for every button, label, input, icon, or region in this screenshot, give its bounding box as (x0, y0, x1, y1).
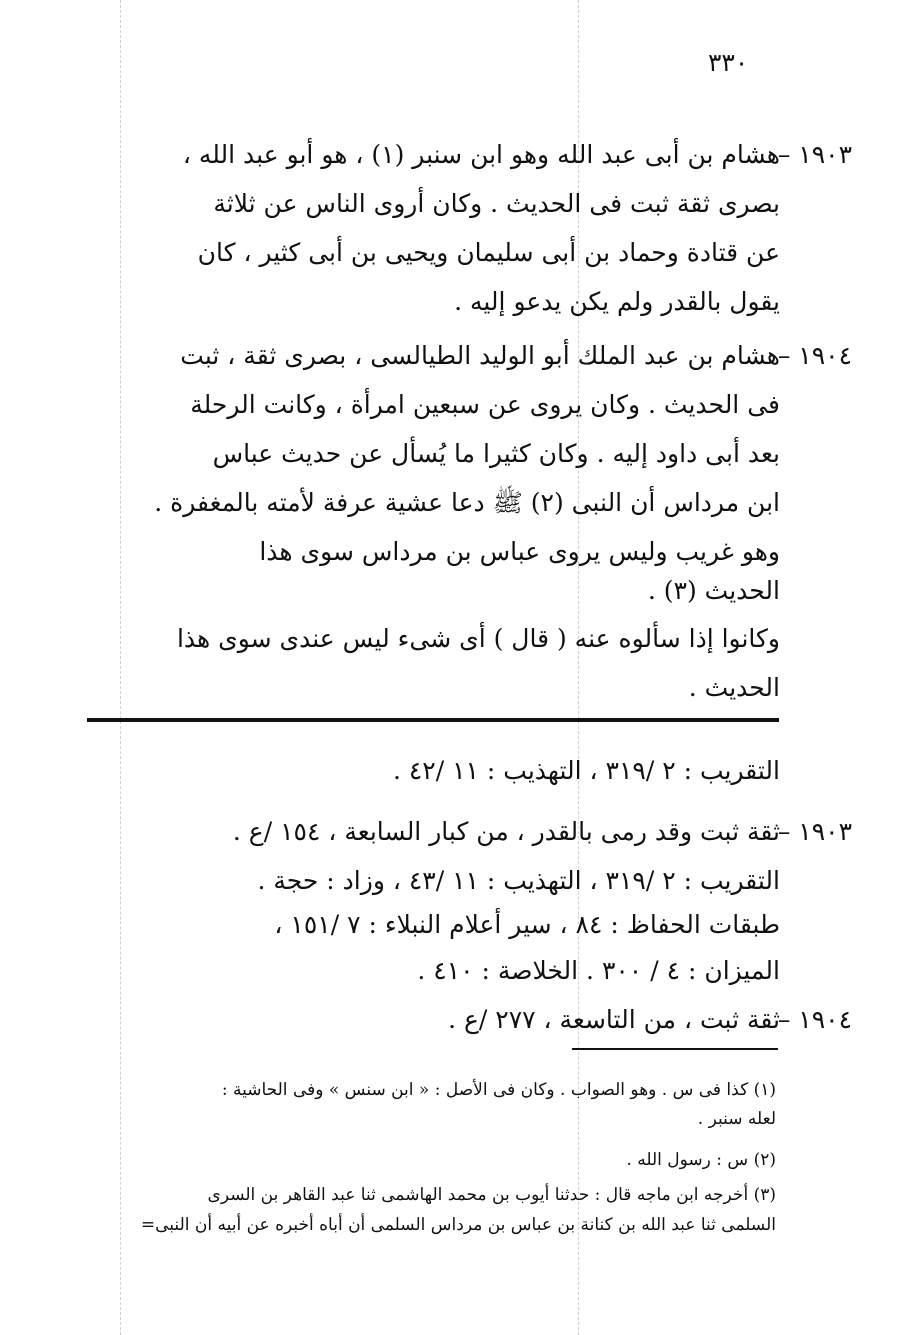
footnote-3 (80, 1179, 776, 1211)
entry-1904-line: الحديث (٣) . (647, 576, 780, 605)
footnote-1 (80, 1074, 776, 1106)
note-1903-line: الميزان : ٤ / ٣٠٠ . الخلاصة : ٤١٠ . (417, 956, 780, 985)
page-number: ٣٣٠ (708, 48, 749, 77)
footnote-text: لعله سنبر . (697, 1109, 776, 1129)
entry-1904-line: ابن مرداس أن النبى (٢) ﷺ دعا عشية عرفة لأمته بالمغفرة . (154, 488, 780, 517)
entry-1903-line: بصرى ثقة ثبت فى الحديث . وكان أروى الناس عن ثلاثة (213, 189, 780, 218)
footnote-2 (80, 1144, 776, 1176)
footnote-1-continued (80, 1103, 776, 1135)
entry-1904-line: وهو غريب وليس يروى عباس بن مرداس سوى هذا (259, 537, 780, 566)
notes-intro-line: التقريب : ٢ /٣١٩ ، التهذيب : ١١ /٤٢ . (392, 756, 780, 785)
note-1903-line: طبقات الحفاظ : ٨٤ ، سير أعلام النبلاء : ٧ /١٥١ ، (274, 910, 780, 939)
note-number-1904: ١٩٠٤ – (777, 1005, 852, 1034)
note-1903-line: ثقة ثبت وقد رمى بالقدر ، من كبار السابعة ، ١٥٤ /ع . (232, 817, 780, 846)
entry-number-1903: ١٩٠٣ – (777, 140, 852, 169)
footnote-text: س : رسول الله . (626, 1150, 749, 1170)
footnote-text: أخرجه ابن ماجه قال : حدثنا أيوب بن محمد الهاشمى ثنا عبد القاهر بن السرى (207, 1185, 749, 1205)
footnote-marker: (٣) (753, 1185, 776, 1205)
entry-1903-line: يقول بالقدر ولم يكن يدعو إليه . (454, 287, 780, 316)
entry-1904-line: بعد أبى داود إليه . وكان كثيرا ما يُسأل عن حديث عباس (212, 439, 780, 468)
entry-1904-line: هشام بن عبد الملك أبو الوليد الطيالسى ، بصرى ثقة ، ثبت (180, 341, 780, 370)
footnote-divider (572, 1048, 778, 1050)
footnote-text: كذا فى س . وهو الصواب . وكان فى الأصل : « ابن سنس » وفى الحاشية : (221, 1080, 749, 1100)
entry-number-1904: ١٩٠٤ – (777, 341, 852, 370)
note-1904-line: ثقة ثبت ، من التاسعة ، ٢٧٧ /ع . (448, 1005, 780, 1034)
note-number-1903: ١٩٠٣ – (777, 817, 852, 846)
section-divider (87, 718, 779, 722)
note-1903-line: التقريب : ٢ /٣١٩ ، التهذيب : ١١ /٤٣ ، وزاد : حجة . (257, 866, 780, 895)
entry-1904-line: فى الحديث . وكان يروى عن سبعين امرأة ، وكانت الرحلة (190, 390, 780, 419)
footnote-3-continued (80, 1209, 776, 1241)
entry-1904-extra-line: وكانوا إذا سألوه عنه ( قال ) أى شىء ليس عندى سوى هذا (176, 624, 780, 653)
footnote-marker: (١) (753, 1080, 776, 1100)
footnote-marker: (٢) (753, 1150, 776, 1170)
entry-1903-line: هشام بن أبى عبد الله وهو ابن سنبر (١) ، هو أبو عبد الله ، (182, 140, 780, 169)
footnote-text: السلمى ثنا عبد الله بن كنانة بن عباس بن مرداس السلمى أن أباه أخبره عن أبيه أن النبى= (140, 1215, 776, 1235)
entry-1903-line: عن قتادة وحماد بن أبى سليمان ويحيى بن أبى كثير ، كان (197, 238, 780, 267)
entry-1904-extra-line: الحديث . (688, 673, 780, 702)
